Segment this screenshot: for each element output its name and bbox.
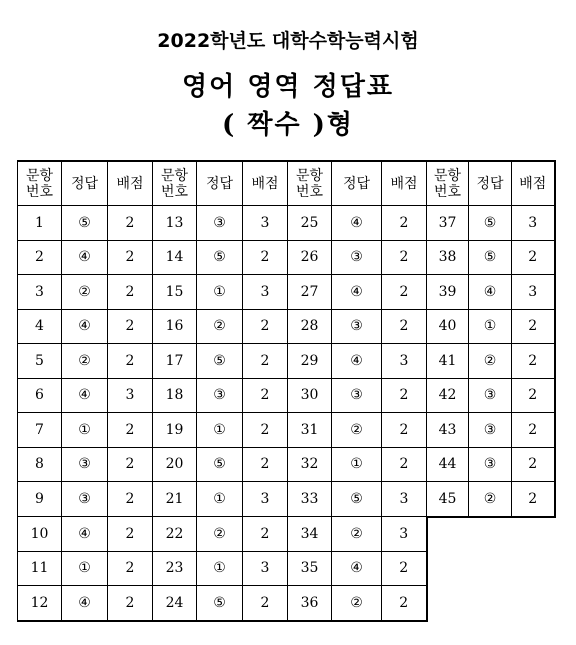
- points-value: 2: [243, 240, 288, 275]
- points-value: 2: [512, 378, 555, 413]
- question-number: 44: [427, 447, 469, 482]
- points-value: 2: [382, 378, 427, 413]
- answer-choice: ②: [197, 517, 243, 552]
- points-value: 2: [382, 586, 427, 621]
- table-row: [18, 206, 555, 241]
- points-value: 2: [382, 240, 427, 275]
- points-value: 2: [243, 413, 288, 448]
- answer-choice: ④: [62, 378, 108, 413]
- answer-choice: ②: [62, 344, 108, 379]
- section-title: 영어 영역 정답표: [182, 72, 394, 102]
- header-number: 문항 번호: [18, 161, 62, 206]
- question-number: 2: [18, 240, 62, 275]
- question-number: 37: [427, 206, 469, 241]
- question-number: 45: [427, 482, 469, 517]
- question-number: 38: [427, 240, 469, 275]
- answer-choice: ⑤: [469, 240, 512, 275]
- answer-choice: ②: [62, 275, 108, 310]
- points-value: 2: [243, 517, 288, 552]
- points-value: 3: [512, 275, 555, 310]
- table-row: [18, 447, 555, 482]
- question-number: 12: [18, 586, 62, 621]
- question-number: 29: [288, 344, 332, 379]
- answer-choice: ④: [62, 240, 108, 275]
- points-value: 2: [382, 413, 427, 448]
- question-number: 17: [153, 344, 197, 379]
- answer-choice: ①: [62, 551, 108, 586]
- points-value: 2: [108, 413, 153, 448]
- answer-choice: ②: [332, 517, 382, 552]
- table-row: [18, 275, 555, 310]
- points-value: 2: [243, 309, 288, 344]
- answer-choice: ⑤: [469, 206, 512, 241]
- points-value: 2: [108, 586, 153, 621]
- points-value: 2: [108, 447, 153, 482]
- header-answer: 정답: [469, 161, 512, 206]
- answer-choice: ③: [332, 378, 382, 413]
- answer-choice: ④: [332, 344, 382, 379]
- points-value: 2: [512, 413, 555, 448]
- question-number: 14: [153, 240, 197, 275]
- answer-choice: ②: [469, 482, 512, 517]
- empty-cell: [469, 551, 512, 586]
- answer-choice: ③: [469, 378, 512, 413]
- header-answer: 정답: [197, 161, 243, 206]
- answer-choice: ②: [197, 309, 243, 344]
- header-points: 배점: [382, 161, 427, 206]
- answer-choice: ⑤: [62, 206, 108, 241]
- header-points: 배점: [243, 161, 288, 206]
- question-number: 7: [18, 413, 62, 448]
- question-number: 22: [153, 517, 197, 552]
- points-value: 2: [512, 482, 555, 517]
- points-value: 2: [243, 344, 288, 379]
- question-number: 19: [153, 413, 197, 448]
- answer-choice: ⑤: [197, 240, 243, 275]
- answer-choice: ⑤: [332, 482, 382, 517]
- answer-choice: ①: [469, 309, 512, 344]
- question-number: 15: [153, 275, 197, 310]
- header-answer: 정답: [332, 161, 382, 206]
- form-type-title: ( 짝수 )형: [221, 110, 355, 140]
- answer-choice: ③: [197, 378, 243, 413]
- points-value: 2: [382, 447, 427, 482]
- empty-cell: [427, 517, 469, 552]
- answer-choice: ④: [62, 586, 108, 621]
- question-number: 41: [427, 344, 469, 379]
- points-value: 3: [512, 206, 555, 241]
- empty-cell: [427, 551, 469, 586]
- points-value: 2: [108, 206, 153, 241]
- question-number: 28: [288, 309, 332, 344]
- question-number: 9: [18, 482, 62, 517]
- question-number: 24: [153, 586, 197, 621]
- answer-choice: ③: [469, 447, 512, 482]
- points-value: 3: [243, 206, 288, 241]
- question-number: 43: [427, 413, 469, 448]
- question-number: 25: [288, 206, 332, 241]
- points-value: 2: [512, 240, 555, 275]
- points-value: 2: [382, 275, 427, 310]
- question-number: 16: [153, 309, 197, 344]
- question-number: 35: [288, 551, 332, 586]
- question-number: 26: [288, 240, 332, 275]
- answer-choice: ③: [62, 482, 108, 517]
- points-value: 3: [108, 378, 153, 413]
- exam-title: 2022학년도 대학수학능력시험: [157, 30, 419, 52]
- answer-choice: ③: [332, 309, 382, 344]
- answer-choice: ⑤: [197, 344, 243, 379]
- answer-choice: ⑤: [197, 586, 243, 621]
- answer-choice: ④: [469, 275, 512, 310]
- points-value: 2: [243, 378, 288, 413]
- points-value: 3: [243, 551, 288, 586]
- points-value: 2: [108, 240, 153, 275]
- points-value: 2: [108, 275, 153, 310]
- empty-cell: [512, 517, 555, 552]
- table-row: [18, 344, 555, 379]
- question-number: 10: [18, 517, 62, 552]
- answer-choice: ③: [332, 240, 382, 275]
- points-value: 2: [108, 344, 153, 379]
- answer-choice: ①: [62, 413, 108, 448]
- answer-choice: ②: [332, 413, 382, 448]
- header-number: 문항 번호: [153, 161, 197, 206]
- question-number: 30: [288, 378, 332, 413]
- empty-cell: [512, 586, 555, 621]
- empty-cell: [427, 586, 469, 621]
- question-number: 4: [18, 309, 62, 344]
- answer-rows: [18, 206, 555, 621]
- header-row: [18, 161, 555, 206]
- points-value: 2: [382, 206, 427, 241]
- points-value: 2: [512, 447, 555, 482]
- question-number: 5: [18, 344, 62, 379]
- question-number: 8: [18, 447, 62, 482]
- table-row: [18, 309, 555, 344]
- question-number: 23: [153, 551, 197, 586]
- table-row: [18, 586, 555, 621]
- answer-choice: ①: [197, 551, 243, 586]
- points-value: 2: [108, 482, 153, 517]
- question-number: 42: [427, 378, 469, 413]
- question-number: 6: [18, 378, 62, 413]
- question-number: 1: [18, 206, 62, 241]
- question-number: 27: [288, 275, 332, 310]
- answer-choice: ①: [197, 482, 243, 517]
- question-number: 13: [153, 206, 197, 241]
- points-value: 2: [512, 309, 555, 344]
- points-value: 3: [382, 344, 427, 379]
- answer-choice: ③: [469, 413, 512, 448]
- table-row: [18, 517, 555, 552]
- answer-choice: ①: [197, 413, 243, 448]
- question-number: 32: [288, 447, 332, 482]
- answer-choice: ①: [332, 447, 382, 482]
- table-row: [18, 240, 555, 275]
- question-number: 18: [153, 378, 197, 413]
- question-number: 34: [288, 517, 332, 552]
- answer-choice: ②: [469, 344, 512, 379]
- points-value: 3: [382, 482, 427, 517]
- answer-choice: ③: [62, 447, 108, 482]
- answer-choice: ④: [332, 551, 382, 586]
- points-value: 3: [243, 482, 288, 517]
- points-value: 2: [512, 344, 555, 379]
- question-number: 11: [18, 551, 62, 586]
- question-number: 36: [288, 586, 332, 621]
- question-number: 33: [288, 482, 332, 517]
- header-number: 문항 번호: [427, 161, 469, 206]
- header-points: 배점: [108, 161, 153, 206]
- points-value: 2: [382, 551, 427, 586]
- table-row: [18, 482, 555, 517]
- answer-choice: ③: [197, 206, 243, 241]
- question-number: 31: [288, 413, 332, 448]
- points-value: 3: [243, 275, 288, 310]
- header-points: 배점: [512, 161, 555, 206]
- question-number: 40: [427, 309, 469, 344]
- answer-choice: ④: [332, 206, 382, 241]
- points-value: 3: [382, 517, 427, 552]
- question-number: 39: [427, 275, 469, 310]
- question-number: 20: [153, 447, 197, 482]
- points-value: 2: [108, 551, 153, 586]
- points-value: 2: [108, 517, 153, 552]
- header-answer: 정답: [62, 161, 108, 206]
- table-row: [18, 413, 555, 448]
- empty-cell: [469, 517, 512, 552]
- empty-cell: [469, 586, 512, 621]
- points-value: 2: [243, 586, 288, 621]
- header-number: 문항 번호: [288, 161, 332, 206]
- question-number: 21: [153, 482, 197, 517]
- answer-choice: ④: [62, 517, 108, 552]
- answer-key-table: [17, 160, 556, 622]
- points-value: 2: [108, 309, 153, 344]
- table-row: [18, 378, 555, 413]
- question-number: 3: [18, 275, 62, 310]
- answer-choice: ④: [332, 275, 382, 310]
- table-row: [18, 551, 555, 586]
- points-value: 2: [243, 447, 288, 482]
- answer-choice: ②: [332, 586, 382, 621]
- answer-choice: ④: [62, 309, 108, 344]
- answer-choice: ⑤: [197, 447, 243, 482]
- answer-choice: ①: [197, 275, 243, 310]
- points-value: 2: [382, 309, 427, 344]
- empty-cell: [512, 551, 555, 586]
